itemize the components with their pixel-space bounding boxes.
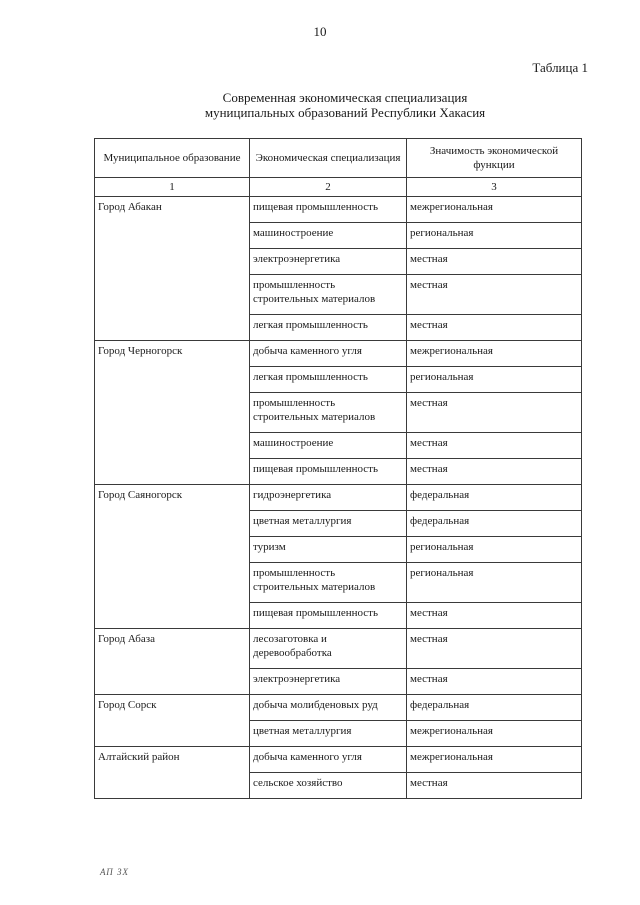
specialization-cell: добыча каменного угля	[250, 341, 407, 367]
significance-cell: местная	[407, 315, 582, 341]
header-specialization: Экономическая специализация	[250, 139, 407, 178]
column-number: 3	[407, 178, 582, 197]
specialization-cell: туризм	[250, 537, 407, 563]
table-label: Таблица 1	[532, 60, 588, 75]
table-body	[95, 197, 582, 799]
significance-cell: местная	[407, 393, 582, 433]
footer-mark: АП ЗХ	[100, 867, 129, 877]
municipality-cell: Город Абаза	[95, 629, 250, 695]
significance-cell: межрегиональная	[407, 721, 582, 747]
municipality-cell: Город Саяногорск	[95, 485, 250, 629]
table-row	[95, 197, 582, 223]
significance-cell: федеральная	[407, 695, 582, 721]
page-number: 10	[313, 24, 327, 39]
table-row	[95, 341, 582, 367]
specialization-table	[94, 138, 582, 799]
significance-cell: местная	[407, 433, 582, 459]
significance-cell: межрегиональная	[407, 747, 582, 773]
significance-cell: межрегиональная	[407, 197, 582, 223]
specialization-cell: пищевая промышленность	[250, 603, 407, 629]
significance-cell: федеральная	[407, 485, 582, 511]
specialization-cell: добыча молибденовых руд	[250, 695, 407, 721]
table-row	[95, 485, 582, 511]
specialization-cell: легкая промышленность	[250, 367, 407, 393]
municipality-cell: Алтайский район	[95, 747, 250, 799]
specialization-cell: промышленность строительных материалов	[250, 563, 407, 603]
specialization-cell: цветная металлургия	[250, 511, 407, 537]
header-significance: Значимость экономической функции	[407, 139, 582, 178]
table-row	[95, 629, 582, 669]
specialization-cell: пищевая промышленность	[250, 459, 407, 485]
significance-cell: местная	[407, 603, 582, 629]
column-number: 2	[250, 178, 407, 197]
specialization-cell: промышленность строительных материалов	[250, 393, 407, 433]
significance-cell: местная	[407, 275, 582, 315]
significance-cell: местная	[407, 773, 582, 799]
specialization-cell: лесозаготовка и деревообработка	[250, 629, 407, 669]
table-row	[95, 747, 582, 773]
significance-cell: региональная	[407, 367, 582, 393]
column-number: 1	[95, 178, 250, 197]
specialization-cell: гидроэнергетика	[250, 485, 407, 511]
significance-cell: региональная	[407, 563, 582, 603]
table-row	[95, 695, 582, 721]
significance-cell: местная	[407, 459, 582, 485]
specialization-cell: электроэнергетика	[250, 249, 407, 275]
document-title	[0, 90, 640, 120]
significance-cell: федеральная	[407, 511, 582, 537]
significance-cell: местная	[407, 249, 582, 275]
title-line-2: муниципальных образований Республики Хакасия	[204, 105, 486, 120]
specialization-cell: машиностроение	[250, 223, 407, 249]
significance-cell: региональная	[407, 223, 582, 249]
specialization-cell: машиностроение	[250, 433, 407, 459]
significance-cell: местная	[407, 669, 582, 695]
specialization-cell: промышленность строительных материалов	[250, 275, 407, 315]
significance-cell: региональная	[407, 537, 582, 563]
column-number-row	[95, 178, 582, 197]
specialization-cell: пищевая промышленность	[250, 197, 407, 223]
title-line-1: Современная экономическая специализация	[222, 90, 468, 105]
municipality-cell: Город Абакан	[95, 197, 250, 341]
municipality-cell: Город Черногорск	[95, 341, 250, 485]
specialization-cell: сельское хозяйство	[250, 773, 407, 799]
header-municipality: Муниципальное образование	[95, 139, 250, 178]
municipality-cell: Город Сорск	[95, 695, 250, 747]
specialization-cell: цветная металлургия	[250, 721, 407, 747]
specialization-cell: электроэнергетика	[250, 669, 407, 695]
significance-cell: местная	[407, 629, 582, 669]
table-header-row	[95, 139, 582, 178]
specialization-cell: добыча каменного угля	[250, 747, 407, 773]
significance-cell: межрегиональная	[407, 341, 582, 367]
specialization-cell: легкая промышленность	[250, 315, 407, 341]
